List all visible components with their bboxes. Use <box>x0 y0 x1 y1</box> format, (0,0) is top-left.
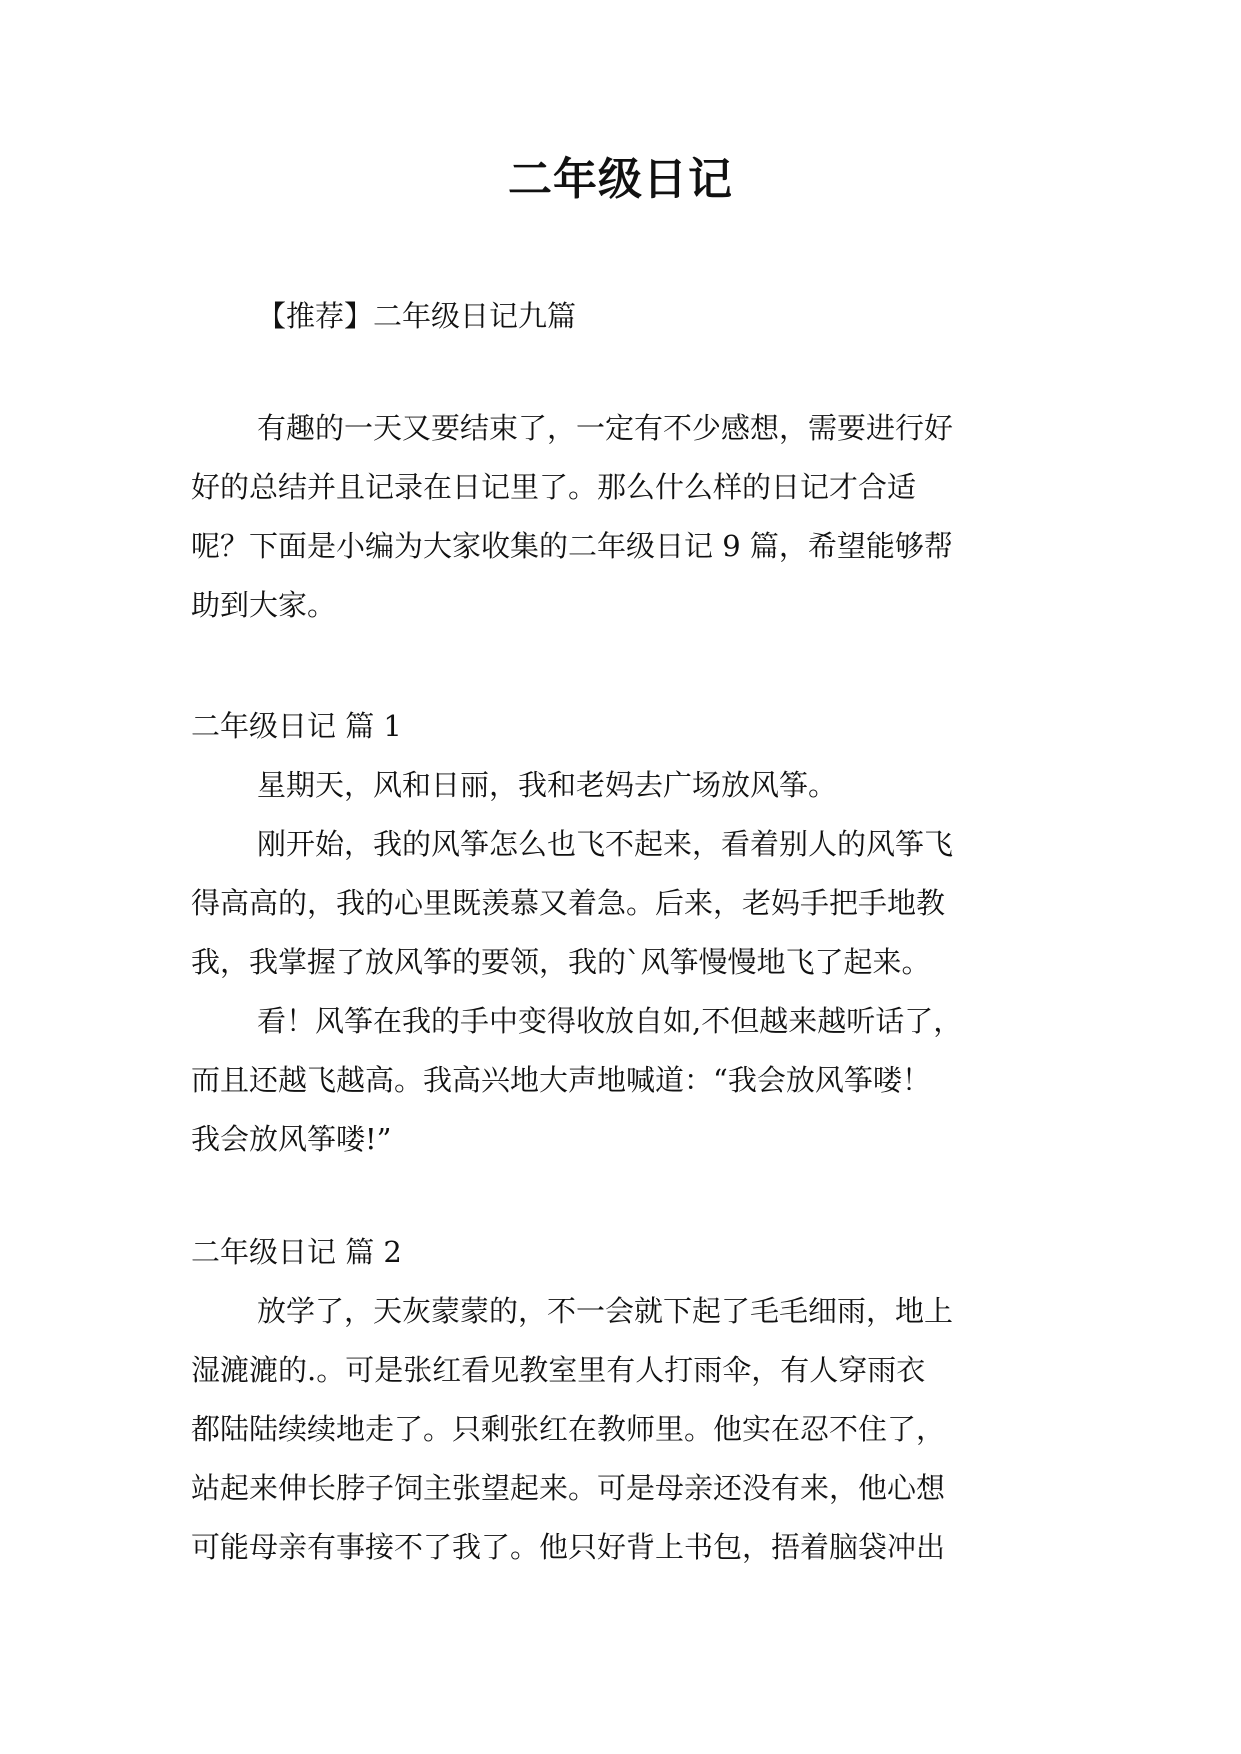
section-line: 得高高的，我的心里既羡慕又着急。后来，老妈手把手地教 <box>191 886 946 920</box>
section-line: 看！风筝在我的手中变得收放自如,不但越来越听话了， <box>257 1004 963 1038</box>
subtitle <box>191 287 1071 346</box>
document-title: 二年级日记 <box>508 154 733 205</box>
section-line: 站起来伸长脖子饲主张望起来。可是母亲还没有来，他心想 <box>191 1471 946 1505</box>
diary-section-1 <box>191 697 1071 1169</box>
subtitle-text: 【推荐】二年级日记九篇 <box>257 299 577 333</box>
intro-line: 好的总结并且记录在日记里了。那么什么样的日记才合适 <box>191 470 917 504</box>
intro-line: 助到大家。 <box>191 588 337 622</box>
section-line: 星期天，风和日丽，我和老妈去广场放风筝。 <box>257 768 838 802</box>
section-line: 可能母亲有事接不了我了。他只好背上书包，捂着脑袋冲出 <box>191 1530 946 1564</box>
section-line: 刚开始，我的风筝怎么也飞不起来，看着别人的风筝飞 <box>257 827 954 861</box>
section-line: 我会放风筝喽!” <box>191 1122 392 1156</box>
intro-paragraph <box>191 399 1071 635</box>
intro-line: 有趣的一天又要结束了，一定有不少感想，需要进行好 <box>257 411 954 445</box>
section-line: 放学了，天灰蒙蒙的，不一会就下起了毛毛细雨，地上 <box>257 1294 954 1328</box>
diary-section-2 <box>191 1223 1071 1577</box>
section-line: 而且还越飞越高。我高兴地大声地喊道：“我会放风筝喽！ <box>191 1063 931 1097</box>
section-line: 我，我掌握了放风筝的要领，我的`风筝慢慢地飞了起来。 <box>191 945 931 979</box>
intro-line: 呢？下面是小编为大家收集的二年级日记 9 篇，希望能够帮 <box>191 529 953 563</box>
section-line: 湿漉漉的.。可是张红看见教室里有人打雨伞，有人穿雨衣 <box>191 1353 926 1387</box>
section-heading: 二年级日记 篇 1 <box>191 709 402 743</box>
section-line: 都陆陆续续地走了。只剩张红在教师里。他实在忍不住了， <box>191 1412 946 1446</box>
section-heading: 二年级日记 篇 2 <box>191 1235 402 1269</box>
